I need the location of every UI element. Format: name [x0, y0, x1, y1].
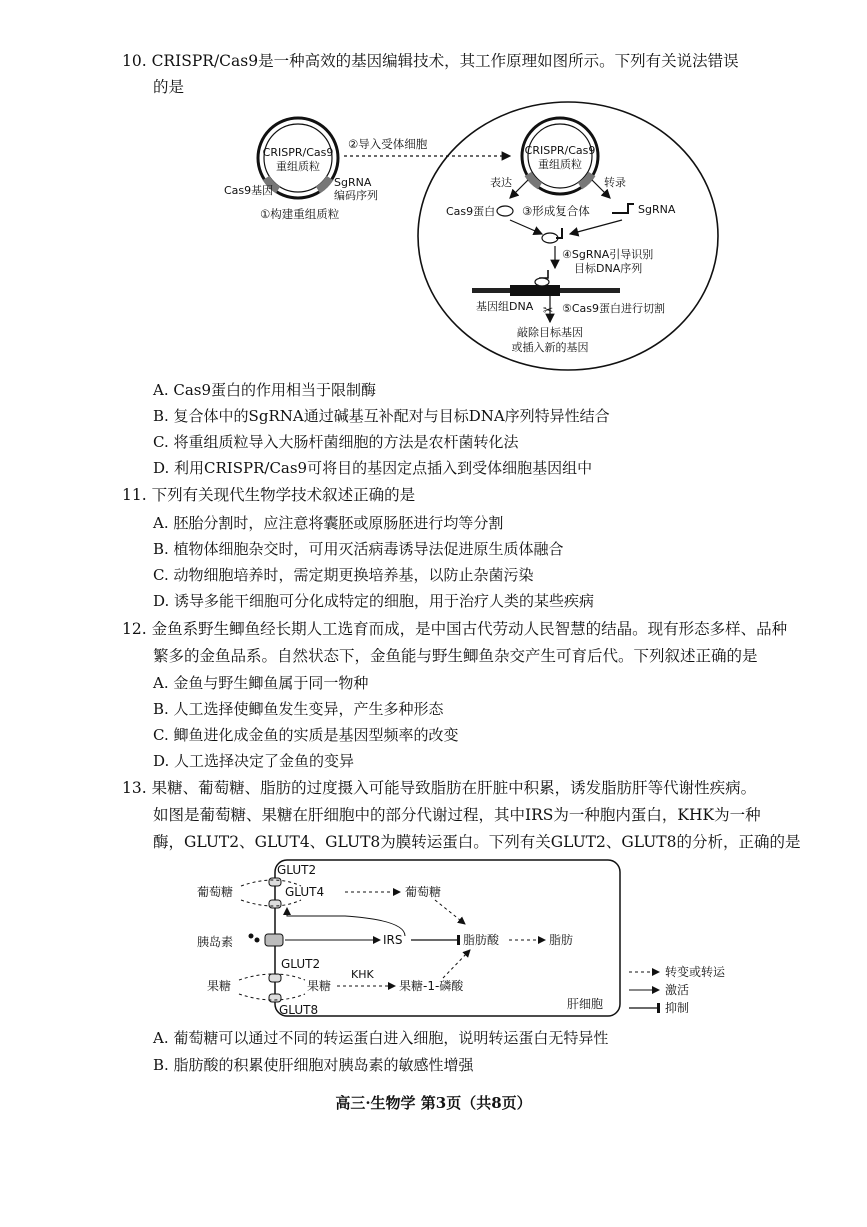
legend-transport-label: 转变或转运	[665, 965, 726, 979]
plasmid-left-label1: CRISPR/Cas9	[262, 146, 334, 159]
q11-option-b: B. 植物体细胞杂交时，可用灭活病毒诱导法促进原生质体融合	[153, 540, 564, 558]
q13-option-a: A. 葡萄糖可以通过不同的转运蛋白进入细胞，说明转运蛋白无特异性	[153, 1029, 609, 1047]
irs-label: IRS	[383, 933, 403, 947]
glut4-label: GLUT4	[285, 885, 325, 899]
glut2-bottom-label: GLUT2	[281, 957, 321, 971]
q13-stem-line2: 如图是葡萄糖、果糖在肝细胞中的部分代谢过程，其中IRS为一种胞内蛋白，KHK为一种	[153, 806, 761, 824]
scissors-icon: ✂	[543, 303, 554, 317]
khk-label: KHK	[351, 968, 374, 981]
fatty-acid-label: 脂肪酸	[463, 933, 500, 947]
insulin-receptor	[265, 934, 283, 946]
sgrna-shape	[612, 204, 634, 213]
step5-label: ⑤Cas9蛋白进行切割	[562, 302, 666, 315]
q12-option-d: D. 人工选择决定了金鱼的变异	[153, 752, 355, 770]
sgrna-code-label2: 编码序列	[334, 189, 378, 202]
step3-label: ③形成复合体	[522, 204, 590, 218]
q11-option-c: C. 动物细胞培养时，需定期更换培养基，以防止杂菌污染	[153, 566, 534, 584]
q12-stem-line1: 12. 金鱼系野生鲫鱼经长期人工选育而成，是中国古代劳动人民智慧的结晶。现有形态多样、品种	[122, 620, 788, 638]
glucose-in-label: 葡萄糖	[405, 885, 442, 899]
step4-label2: 目标DNA序列	[574, 262, 643, 275]
q13-stem-line1: 13. 果糖、葡萄糖、脂肪的过度摄入可能导致脂肪在肝脏中积累，诱发脂肪肝等代谢性疾病。	[122, 779, 757, 797]
cas9-protein-label: Cas9蛋白	[446, 205, 496, 218]
step1-label: ①构建重组质粒	[260, 207, 340, 221]
f1p-label: 果糖-1-磷酸	[399, 979, 464, 993]
genome-dna-label: 基因组DNA	[476, 300, 534, 313]
liver-cell-label: 肝细胞	[567, 997, 604, 1011]
fructose-out-label: 果糖	[207, 979, 232, 993]
plasmid-left-label2: 重组质粒	[276, 160, 320, 173]
q12-option-a: A. 金鱼与野生鲫鱼属于同一物种	[153, 674, 369, 692]
q11-stem: 11. 下列有关现代生物学技术叙述正确的是	[122, 486, 416, 504]
cas9-protein-shape	[497, 206, 513, 216]
q10-stem-line2: 的是	[153, 78, 185, 96]
q11-option-d: D. 诱导多能干细胞可分化成特定的细胞，用于治疗人类的某些疾病	[153, 592, 595, 610]
q10-option-c: C. 将重组质粒导入大肠杆菌细胞的方法是农杆菌转化法	[153, 433, 519, 451]
step4-label1: ④SgRNA引导识别	[562, 248, 654, 261]
fat-label: 脂肪	[549, 933, 574, 947]
cas9-gene-label: Cas9基因	[224, 184, 274, 197]
q10-option-a: A. Cas9蛋白的作用相当于限制酶	[153, 381, 377, 399]
q13-option-b: B. 脂肪酸的积累使肝细胞对胰岛素的敏感性增强	[153, 1056, 474, 1074]
q10-option-b: B. 复合体中的SgRNA通过碱基互补配对与目标DNA序列特异性结合	[153, 407, 610, 425]
q10-stem-line1: 10. CRISPR/Cas9是一种高效的基因编辑技术，其工作原理如图所示。下列有关说法错误	[122, 52, 739, 70]
plasmid-right-label2: 重组质粒	[538, 158, 582, 171]
q13-stem-line3: 酶，GLUT2、GLUT4、GLUT8为膜转运蛋白。下列有关GLUT2、GLUT8的分析，正确的是	[153, 833, 801, 851]
sgrna-code-label1: SgRNA	[334, 176, 372, 189]
legend-activate-label: 激活	[665, 983, 690, 997]
q13-legend	[629, 972, 660, 1013]
glut8-label: GLUT8	[279, 1003, 319, 1017]
glucose-out-label: 葡萄糖	[197, 885, 234, 899]
glut2-top-label: GLUT2	[277, 863, 317, 877]
page-footer: 高三·生物学 第3页（共8页）	[335, 1094, 532, 1112]
result-label1: 敲除目标基因	[517, 326, 583, 339]
express-label: 表达	[490, 176, 512, 189]
q12-stem-line2: 繁多的金鱼品系。自然状态下，金鱼能与野生鲫鱼杂交产生可育后代。下列叙述正确的是	[153, 647, 758, 665]
q10-crispr-diagram	[210, 100, 720, 372]
step2-label: ②导入受体细胞	[348, 137, 428, 151]
complex-shape	[542, 233, 558, 243]
result-label2: 或插入新的基因	[511, 341, 589, 354]
q11-option-a: A. 胚胎分割时，应注意将囊胚或原肠胚进行均等分割	[153, 514, 504, 532]
plasmid-right-label1: CRISPR/Cas9	[524, 144, 596, 157]
sgrna-label: SgRNA	[638, 203, 676, 216]
fructose-in-label: 果糖	[307, 979, 332, 993]
insulin-label: 胰岛素	[197, 935, 234, 949]
q12-option-c: C. 鲫鱼进化成金鱼的实质是基因型频率的改变	[153, 726, 459, 744]
transcribe-label: 转录	[604, 176, 626, 189]
q13-liver-metabolism-diagram	[195, 856, 765, 1024]
legend-inhibit-label: 抑制	[665, 1001, 690, 1015]
q12-option-b: B. 人工选择使鲫鱼发生变异，产生多种形态	[153, 700, 444, 718]
q10-option-d: D. 利用CRISPR/Cas9可将目的基因定点插入到受体细胞基因组中	[153, 459, 593, 477]
